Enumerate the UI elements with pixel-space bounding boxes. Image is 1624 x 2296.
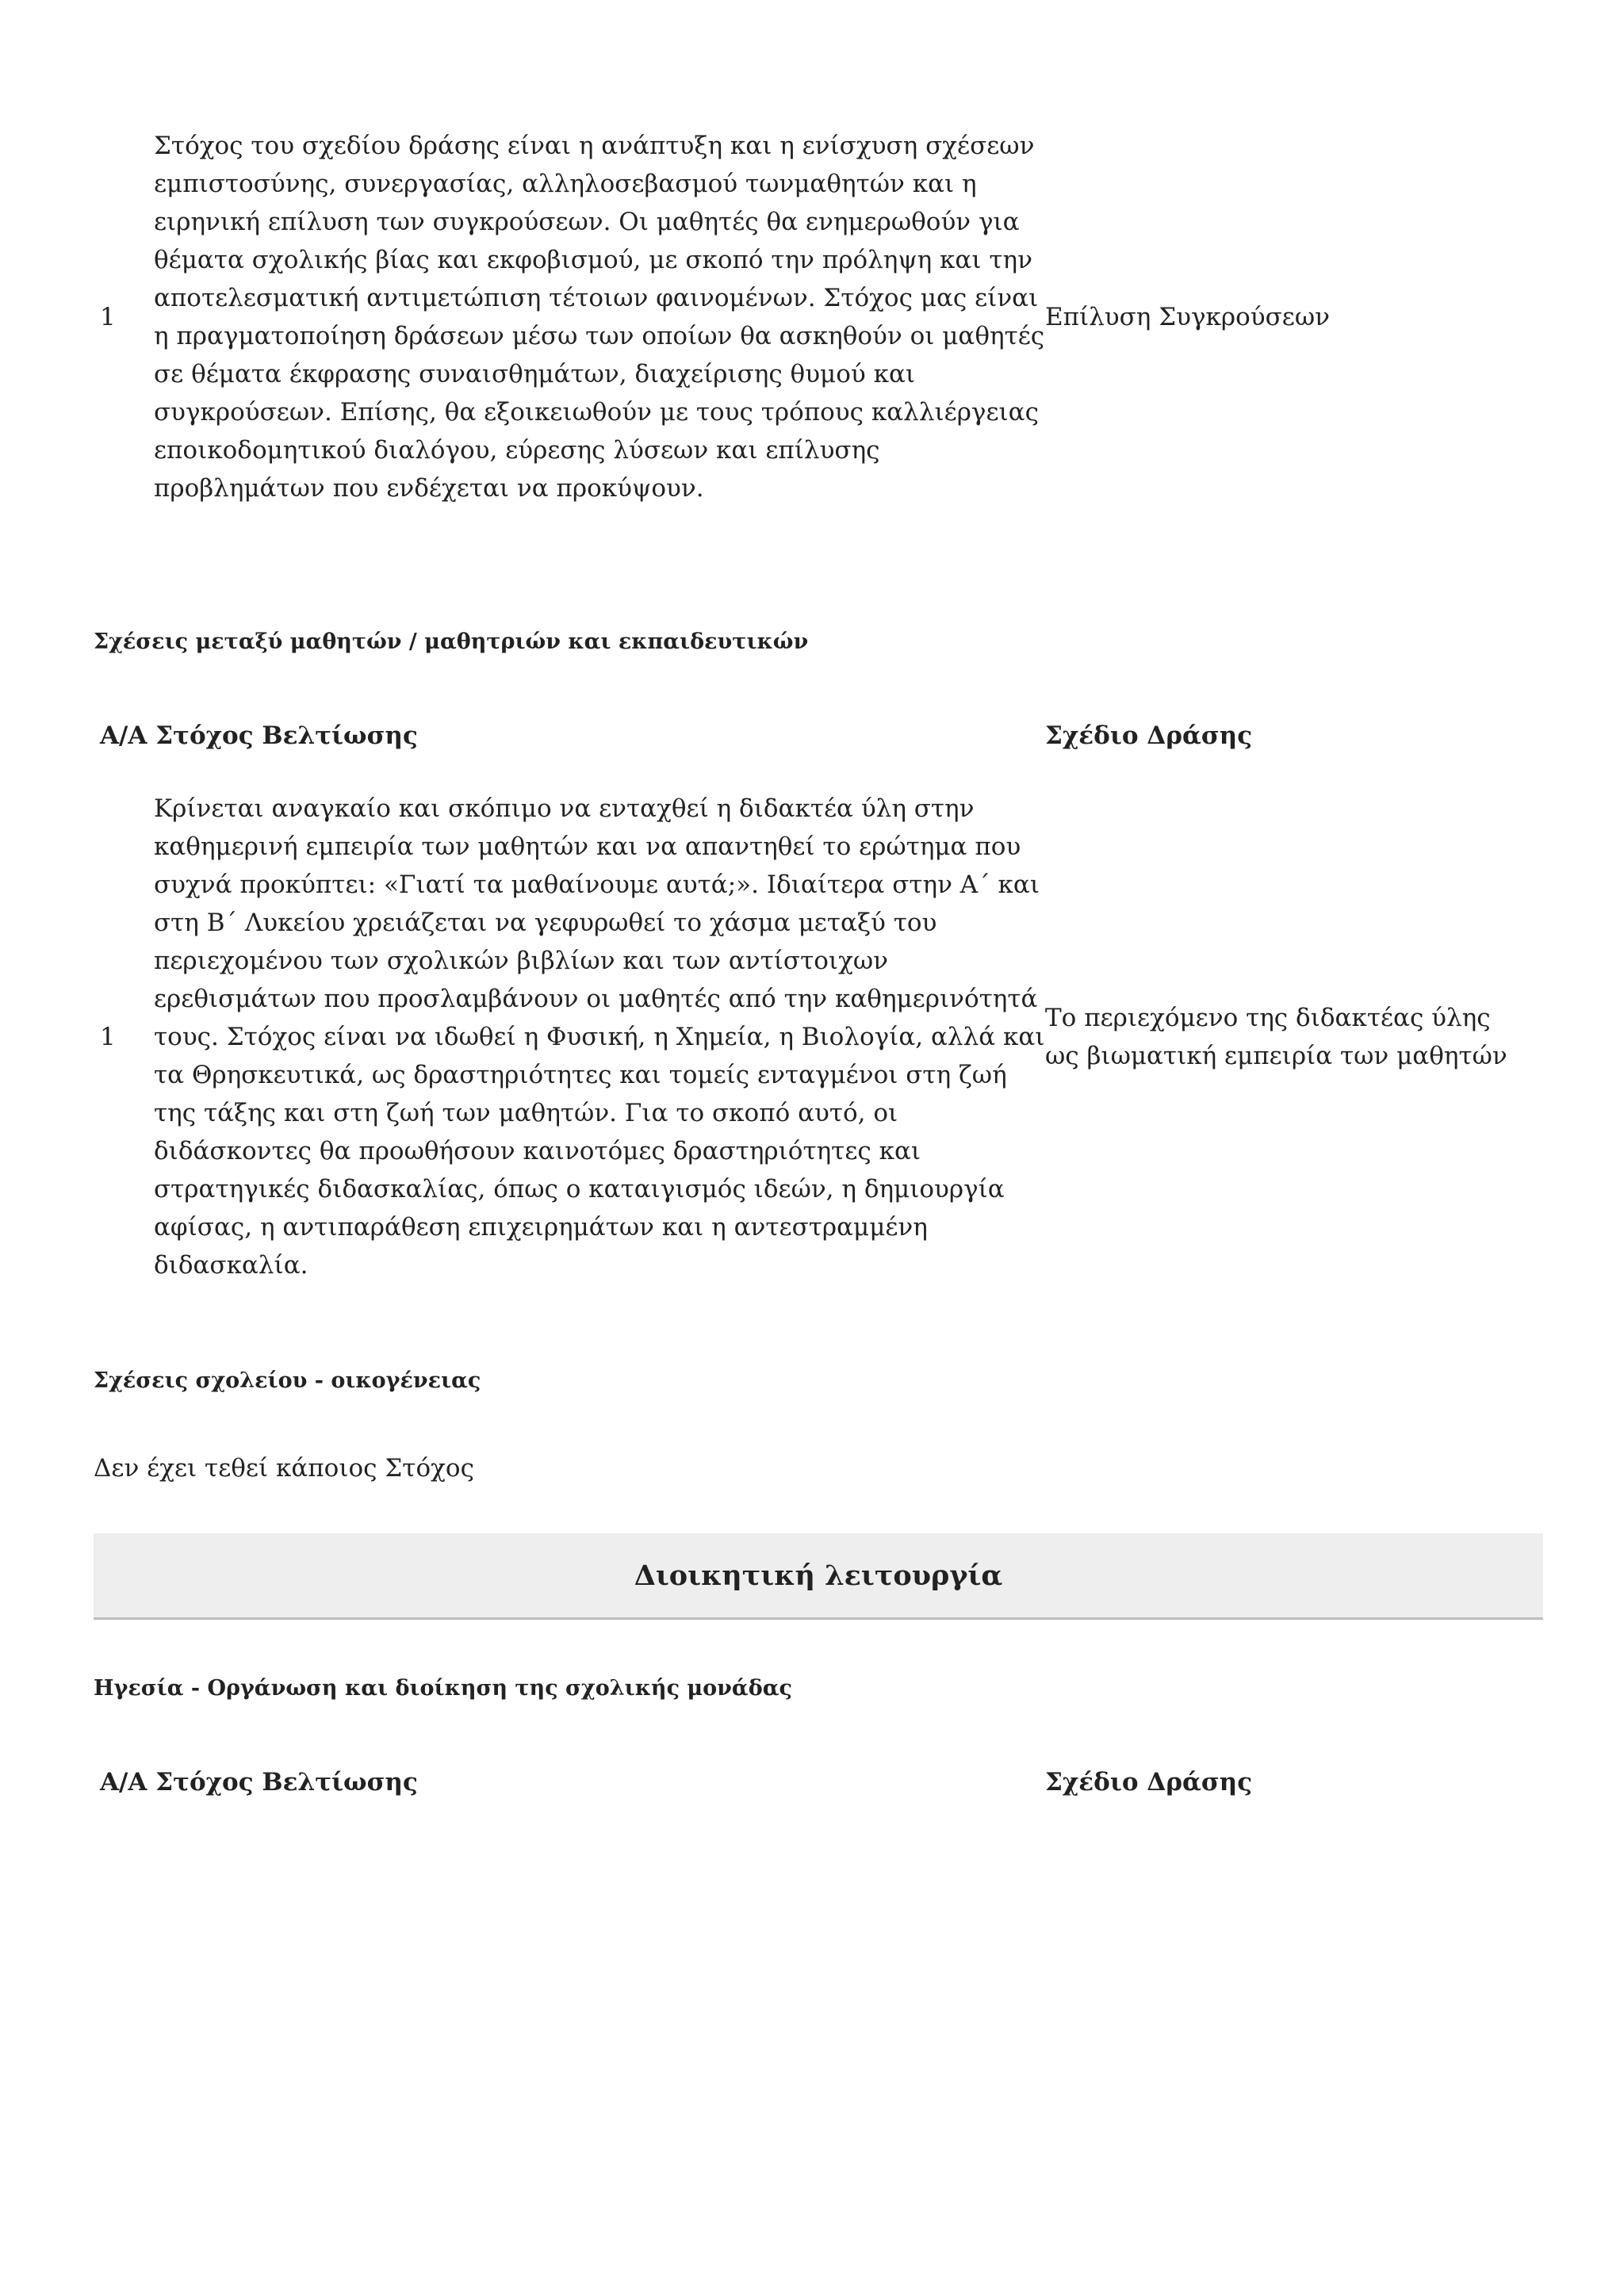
action-plan-text: Επίλυση Συγκρούσεων [1045, 303, 1330, 331]
header-plan: Σχέδιο Δράσης [1045, 1768, 1253, 1797]
section-heading-school-family: Σχέσεις σχολείου - οικογένειας [94, 1368, 481, 1393]
table-header [94, 721, 1543, 750]
goal-text: Κρίνεται αναγκαίο και σκόπιμο να ενταχθεί η διδακτέα ύλη στην καθημερινή εμπειρία των μαθητών και να απαντηθεί το ερώτημα που συχνά προκύπτει: «Γιατί τα μαθαίνουμε αυτά;». Ιδιαίτερα στην Α΄ και στη Β΄ Λυκείου χρειάζεται να γεφυρωθεί το χάσμα μεταξύ του περιεχομένου των σχολικών βιβλίων και των αντίστοιχων ερεθισμάτων που προσλαμβάνουν οι μαθητές από την καθημερινότητά τους. Στόχος είναι να ιδωθεί η Φυσική, η Χημεία, η Βιολογία, αλλά και τα Θρησκευτικά, ως δραστηριότητες και τομείς ενταγμένοι στη ζωή της τάξης και στη ζωή των μαθητών. Για το σκοπό αυτό, οι διδάσκοντες θα προωθήσουν καινοτόμες δραστηριότητες και στρατηγικές διδασκαλίας, όπως ο καταιγισμός ιδεών, η δημιουργία αφίσας, η αντιπαράθεση επιχειρημάτων και η αντεστραμμένη διδασκαλία. [154, 794, 1045, 1280]
goal-table-row [94, 127, 1543, 507]
goal-table-row [94, 790, 1543, 1284]
no-goal-text: Δεν έχει τεθεί κάποιος Στόχος [94, 1454, 474, 1483]
header-plan: Σχέδιο Δράσης [1045, 721, 1253, 750]
section-heading-teacher-relations: Σχέσεις μεταξύ μαθητών / μαθητριών και εκπαιδευτικών [94, 629, 809, 654]
section-heading-leadership: Ηγεσία - Οργάνωση και διοίκηση της σχολικής μονάδας [94, 1676, 792, 1701]
header-goal: Α/Α Στόχος Βελτίωσης [100, 1768, 418, 1797]
action-plan-text: Το περιεχόμενο της διδακτέας ύλης ως βιωματική εμπειρία των μαθητών [1045, 1004, 1507, 1070]
section-title-bar: Διοικητική λειτουργία [94, 1533, 1543, 1620]
table-header [94, 1768, 1543, 1797]
row-number: 1 [100, 1023, 116, 1051]
row-number: 1 [100, 303, 116, 331]
goal-text: Στόχος του σχεδίου δράσης είναι η ανάπτυξη και η ενίσχυση σχέσεων εμπιστοσύνης, συνεργασίας, αλληλοσεβασμού τωνμαθητών και η ειρηνική επίλυση των συγκρούσεων. Οι μαθητές θα ενημερωθούν για θέματα σχολικής βίας και εκφοβισμού, με σκοπό την πρόληψη και την αποτελεσματική αντιμετώπιση τέτοιων φαινομένων. Στόχος μας είναι η πραγματοποίηση δράσεων μέσω των οποίων θα ασκηθούν οι μαθητές σε θέματα έκφρασης συναισθημάτων, διαχείρισης θυμού και συγκρούσεων. Επίσης, θα εξοικειωθούν με τους τρόπους καλλιέργειας εποικοδομητικού διαλόγου, εύρεσης λύσεων και επίλυσης προβλημάτων που ενδέχεται να προκύψουν. [154, 132, 1045, 503]
header-goal: Α/Α Στόχος Βελτίωσης [100, 721, 418, 750]
